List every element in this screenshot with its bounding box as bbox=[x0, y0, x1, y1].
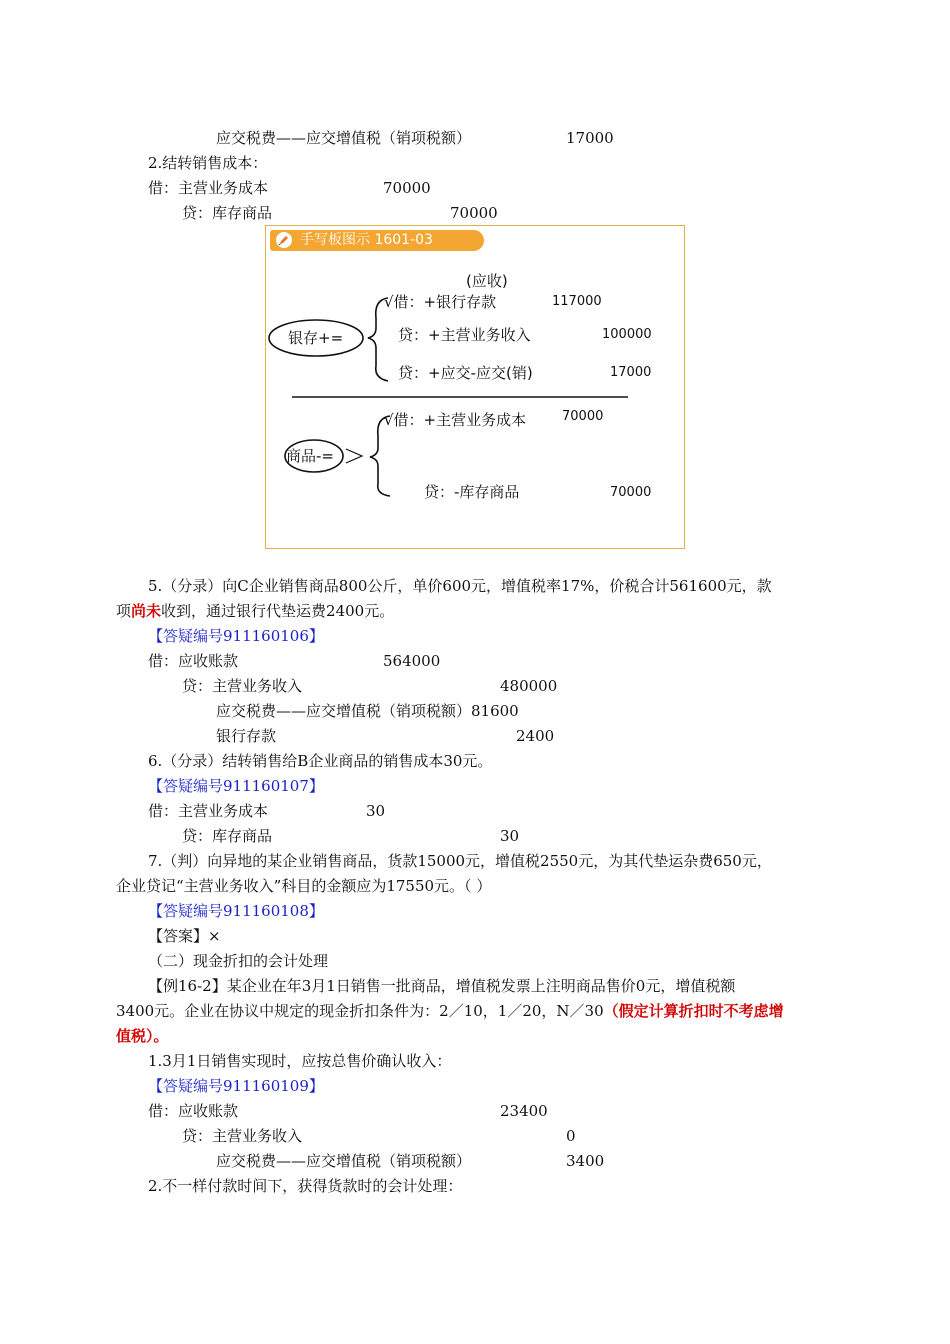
section-heading: （二）现金折扣的会计处理 bbox=[148, 952, 329, 970]
entry-line: 应交税费——应交增值税（销项税额）81600 bbox=[216, 702, 519, 720]
entry-line: 贷：主营业务收入 bbox=[182, 677, 303, 695]
emphasis-text: （假定计算折扣时不考虑增 bbox=[603, 1002, 784, 1020]
board-debit-line: √借：+主营业务成本 bbox=[384, 411, 527, 429]
question-text: 5.（分录）向C企业销售商品800公斤，单价600元，增值税率17%，价税合计561600元，款 bbox=[148, 577, 772, 595]
example-text: 3400元。企业在协议中规定的现金折扣条件为：2／10，1／20，N／30（假定计算折扣时不考虑增 bbox=[116, 1002, 784, 1020]
entry-amount: 23400 bbox=[500, 1102, 548, 1120]
board-debit-line: √借：+银行存款 bbox=[384, 293, 497, 311]
board-amount: 100000 bbox=[602, 327, 652, 342]
board-credit-line: 贷：-库存商品 bbox=[424, 483, 520, 501]
question-text: 项尚未收到，通过银行代垫运费2400元。 bbox=[116, 602, 395, 620]
handwriting-board bbox=[265, 225, 685, 549]
board-title: 手写板图示 1601-03 bbox=[300, 232, 433, 248]
entry-amount: 30 bbox=[366, 802, 386, 820]
entry-line: 银行存款 bbox=[216, 727, 277, 745]
entry-amount: 3400 bbox=[566, 1152, 605, 1170]
qa-code-link[interactable]: 【答疑编号911160107】 bbox=[148, 777, 324, 795]
board-amount: 70000 bbox=[562, 409, 604, 424]
entry-line: 借：主营业务成本 bbox=[148, 179, 269, 197]
qa-code-link[interactable]: 【答疑编号911160108】 bbox=[148, 902, 324, 920]
step-heading: 1.3月1日销售实现时，应按总售价确认收入： bbox=[148, 1052, 452, 1070]
emphasis-text: 值税）。 bbox=[116, 1027, 169, 1045]
entry-line: 应交税费——应交增值税（销项税额） bbox=[216, 129, 472, 147]
qa-code-link[interactable]: 【答疑编号911160109】 bbox=[148, 1077, 324, 1095]
entry-amount: 564000 bbox=[383, 652, 441, 670]
entry-line: 贷：库存商品 bbox=[182, 204, 273, 222]
board-credit-line: 贷：+主营业务收入 bbox=[398, 326, 531, 344]
entry-line: 贷：库存商品 bbox=[182, 827, 273, 845]
qa-code-link[interactable]: 【答疑编号911160106】 bbox=[148, 627, 324, 645]
step-heading: 2.结转销售成本： bbox=[148, 154, 268, 172]
entry-amount: 30 bbox=[500, 827, 520, 845]
note-receivable: (应收) bbox=[466, 272, 508, 290]
entry-amount: 70000 bbox=[450, 204, 498, 222]
entry-line: 借：应收账款 bbox=[148, 1102, 239, 1120]
emphasis-text: 尚未 bbox=[131, 602, 162, 620]
entry-line: 借：应收账款 bbox=[148, 652, 239, 670]
board-credit-line: 贷：+应交-应交(销) bbox=[398, 364, 533, 382]
entry-amount: 0 bbox=[566, 1127, 576, 1145]
board-amount: 17000 bbox=[610, 365, 652, 380]
entry-amount: 2400 bbox=[516, 727, 555, 745]
step-heading: 2.不一样付款时间下，获得货款时的会计处理： bbox=[148, 1177, 463, 1195]
answer-text: 【答案】× bbox=[148, 927, 221, 945]
question-text: 6.（分录）结转销售给B企业商品的销售成本30元。 bbox=[148, 752, 493, 770]
entry-line: 应交税费——应交增值税（销项税额） bbox=[216, 1152, 472, 1170]
question-text: 7.（判）向异地的某企业销售商品，货款15000元，增值税2550元，为其代垫运杂费650元， bbox=[148, 852, 772, 870]
group-label-goods: 商品-= bbox=[286, 447, 334, 465]
entry-line: 借：主营业务成本 bbox=[148, 802, 269, 820]
entry-line: 贷：主营业务收入 bbox=[182, 1127, 303, 1145]
board-amount: 117000 bbox=[552, 294, 602, 309]
board-amount: 70000 bbox=[610, 485, 652, 500]
group-label-bank: 银存+= bbox=[288, 329, 344, 347]
entry-amount: 70000 bbox=[383, 179, 431, 197]
question-text: 企业贷记“主营业务收入”科目的金额应为17550元。（ ） bbox=[116, 877, 492, 895]
entry-amount: 480000 bbox=[500, 677, 558, 695]
example-text: 【例16-2】某企业在年3月1日销售一批商品，增值税发票上注明商品售价0元，增值税额 bbox=[148, 977, 736, 995]
entry-amount: 17000 bbox=[566, 129, 614, 147]
